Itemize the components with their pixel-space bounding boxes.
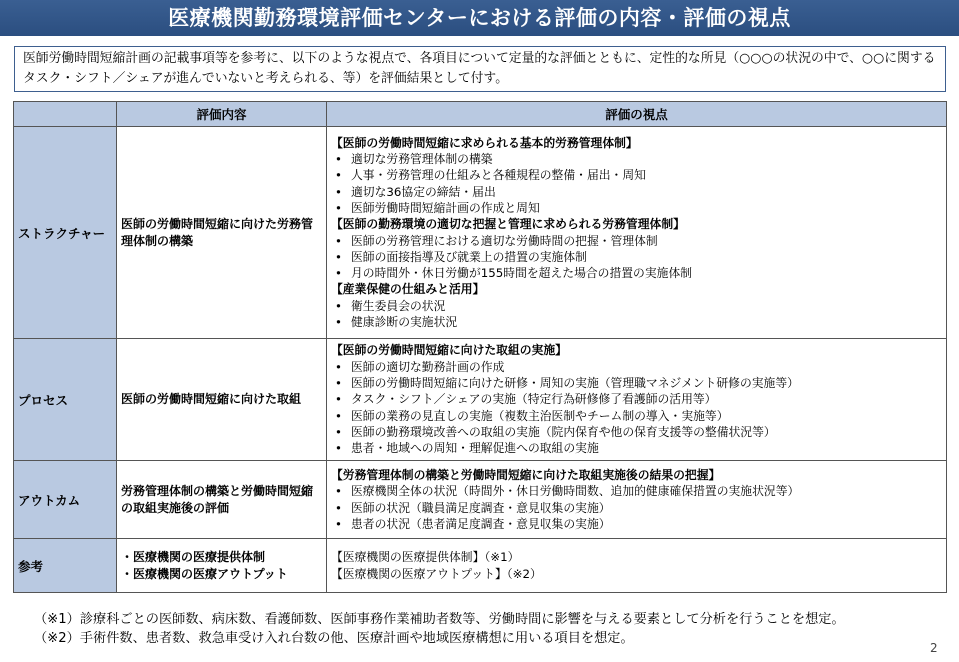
viewpoint-item-text: 人事・労務管理の仕組みと各種規程の整備・届出・周知	[351, 168, 646, 183]
bullet-icon: •	[335, 200, 342, 215]
viewpoint-heading: 【医師の労働時間短縮に求められる基本的労務管理体制】	[331, 135, 638, 150]
viewpoint-item	[331, 265, 942, 281]
bullet-icon: •	[335, 500, 342, 515]
header-content: 評価内容	[117, 102, 327, 127]
viewpoint-item-text: 患者・地域への周知・理解促進への取組の実施	[351, 441, 599, 456]
viewpoint-heading: 【労務管理体制の構築と労働時間短縮に向けた取組実施後の結果の把握】	[331, 467, 721, 482]
viewpoint-item	[331, 167, 942, 183]
bullet-icon: •	[335, 152, 342, 167]
viewpoint-item	[331, 200, 942, 216]
viewpoint-item-text: 適切な労務管理体制の構築	[351, 152, 493, 167]
page-title: 医療機関勤務環境評価センターにおける評価の内容・評価の視点	[0, 0, 959, 36]
viewpoint-item	[331, 500, 942, 516]
viewpoint-item	[331, 184, 942, 200]
viewpoint-item-text: 医師の業務の見直しの実施（複数主治医制やチーム制の導入・実施等）	[351, 408, 729, 423]
viewpoint-heading: 【医師の労働時間短縮に向けた取組の実施】	[331, 343, 567, 358]
reference-item: ・医療機関の医療提供体制	[121, 549, 266, 564]
table-row-structure	[14, 127, 947, 339]
viewpoint-item-text: 医師の労務管理における適切な労働時間の把握・管理体制	[351, 233, 658, 248]
bullet-icon: •	[335, 298, 342, 313]
bullet-icon: •	[335, 266, 342, 281]
viewpoint-process	[327, 339, 947, 461]
viewpoint-item-text: 月の時間外・休日労働が155時間を超えた場合の措置の実施体制	[351, 266, 693, 281]
bullet-icon: •	[335, 441, 342, 456]
evaluation-table	[13, 101, 947, 593]
table-row-process	[14, 339, 947, 461]
viewpoint-heading: 【産業保健の仕組みと活用】	[331, 282, 485, 297]
footnote-1: （※1）診療科ごとの医師数、病床数、看護師数、医師事務作業補助者数等、労働時間に影響を与える要素として分析を行うことを想定。	[34, 612, 845, 627]
viewpoint-item-text: 医療機関全体の状況（時間外・休日労働時間数、追加的健康確保措置の実施状況等）	[351, 484, 800, 499]
bullet-icon: •	[335, 249, 342, 264]
category-structure: ストラクチャー	[14, 127, 117, 339]
bullet-icon: •	[335, 168, 342, 183]
viewpoint-item-text: 医師の状況（職員満足度調査・意見収集の実施）	[351, 500, 611, 515]
bullet-icon: •	[335, 359, 342, 374]
viewpoint-item-text: 医師の面接指導及び就業上の措置の実施体制	[351, 249, 587, 264]
content-structure: 医師の労働時間短縮に向けた労務管理体制の構築	[117, 127, 327, 339]
footnote-2: （※2）手術件数、患者数、救急車受け入れ台数の他、医療計画や地域医療構想に用いる項目を想定。	[34, 631, 634, 646]
viewpoint-item	[331, 424, 942, 440]
viewpoint-item	[331, 298, 942, 314]
table-row-outcome	[14, 461, 947, 539]
category-outcome: アウトカム	[14, 461, 117, 539]
viewpoint-item-text: 医師の適切な勤務計画の作成	[351, 359, 505, 374]
viewpoint-item	[331, 483, 942, 499]
bullet-icon: •	[335, 424, 342, 439]
content-outcome: 労務管理体制の構築と労働時間短縮の取組実施後の評価	[117, 461, 327, 539]
viewpoint-item-text: 健康診断の実施状況	[351, 314, 458, 329]
viewpoint-item-text: 適切な36協定の締結・届出	[351, 184, 496, 199]
viewpoint-item	[331, 359, 942, 375]
viewpoint-item	[331, 391, 942, 407]
bullet-icon: •	[335, 408, 342, 423]
content-process: 医師の労働時間短縮に向けた取組	[117, 339, 327, 461]
bullet-icon: •	[335, 516, 342, 531]
viewpoint-structure	[327, 127, 947, 339]
bullet-icon: •	[335, 392, 342, 407]
header-viewpoint: 評価の視点	[327, 102, 947, 127]
bullet-icon: •	[335, 376, 342, 391]
viewpoint-reference-line: 【医療機関の医療アウトプット】（※2）	[331, 566, 542, 581]
viewpoint-item	[331, 408, 942, 424]
category-process: プロセス	[14, 339, 117, 461]
viewpoint-item-text: 衛生委員会の状況	[351, 298, 446, 313]
viewpoint-item	[331, 440, 942, 456]
header-blank	[14, 102, 117, 127]
footnotes	[34, 610, 845, 648]
viewpoint-item	[331, 516, 942, 532]
viewpoint-reference	[327, 539, 947, 593]
bullet-icon: •	[335, 184, 342, 199]
viewpoint-outcome	[327, 461, 947, 539]
viewpoint-reference-line: 【医療機関の医療提供体制】（※1）	[331, 550, 520, 565]
viewpoint-item-text: タスク・シフト／シェアの実施（特定行為研修修了看護師の活用等）	[351, 392, 717, 407]
viewpoint-item-text: 医師の勤務環境改善への取組の実施（院内保育や他の保育支援等の整備状況等）	[351, 424, 776, 439]
content-reference	[117, 539, 327, 593]
viewpoint-item	[331, 249, 942, 265]
bullet-icon: •	[335, 233, 342, 248]
viewpoint-item	[331, 314, 942, 330]
intro-text: 医師労働時間短縮計画の記載事項等を参考に、以下のような視点で、各項目について定量的な評価とともに、定性的な所見（○○○の状況の中で、○○に関するタスク・シフト／シェアが進んでいないと考えられる、等）を評価結果として付す。	[14, 46, 946, 92]
category-reference: 参考	[14, 539, 117, 593]
table-header-row	[14, 102, 947, 127]
viewpoint-item-text: 患者の状況（患者満足度調査・意見収集の実施）	[351, 516, 611, 531]
reference-item: ・医療機関の医療アウトプット	[121, 566, 288, 581]
viewpoint-item-text: 医師の労働時間短縮に向けた研修・周知の実施（管理職マネジメント研修の実施等）	[351, 376, 799, 391]
page-number: 2	[930, 641, 938, 655]
viewpoint-item	[331, 151, 942, 167]
viewpoint-heading: 【医師の勤務環境の適切な把握と管理に求められる労務管理体制】	[331, 217, 685, 232]
bullet-icon: •	[335, 484, 342, 499]
viewpoint-item	[331, 375, 942, 391]
viewpoint-item-text: 医師労働時間短縮計画の作成と周知	[351, 200, 540, 215]
viewpoint-item	[331, 233, 942, 249]
bullet-icon: •	[335, 314, 342, 329]
table-row-reference	[14, 539, 947, 593]
